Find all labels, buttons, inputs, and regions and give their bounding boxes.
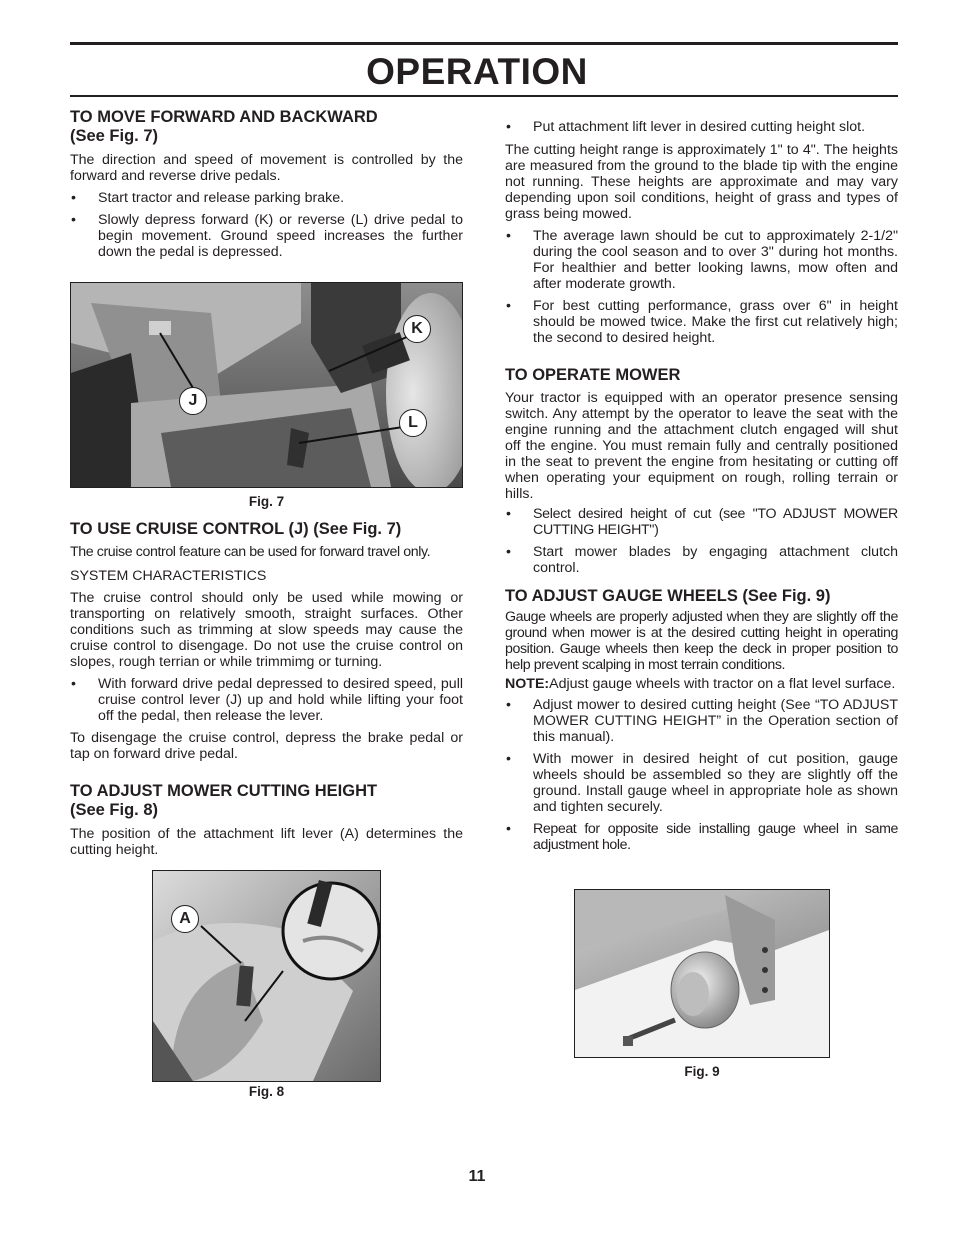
list-item: • For best cutting performance, grass over 6" in height should be mowed twice. Make the first cut relatively high; the second to desired height.	[505, 298, 898, 346]
figure-7-pedals	[70, 282, 463, 488]
list-item: • Put attachment lift lever in desired cutting height slot.	[505, 119, 898, 135]
paragraph-lift-lever: The position of the attachment lift lever (A) determines the cutting height.	[70, 826, 463, 858]
fig8-illustration	[153, 871, 380, 1081]
paragraph-gauge-wheels: Gauge wheels are properly adjusted when they are slightly off the ground when mower is at the desired cutting height in operating position. Gauge wheels then keep the deck in proper position to help prevent scalping in most terrain conditions.	[505, 609, 898, 673]
figure-9-gauge-wheel	[574, 889, 830, 1058]
heading-operate-mower: TO OPERATE MOWER	[505, 366, 681, 384]
paragraph-cutting-height-range: The cutting height range is approximately 1" to 4". The heights are measured from the ground to the blade tip with the engine not running. These heights are approximate and may vary depending upon soil conditions, height of grass and types of grass being mowed.	[505, 142, 898, 222]
list-gauge-steps	[505, 697, 898, 853]
fig7-illustration	[71, 283, 462, 487]
callout-j: J	[179, 387, 207, 415]
list-item: • Select desired height of cut (see "TO ADJUST MOWER CUTTING HEIGHT")	[505, 506, 898, 538]
heading-move-forward-backward: TO MOVE FORWARD AND BACKWARD (See Fig. 7)	[70, 108, 378, 145]
left-column-lower	[70, 520, 463, 858]
list-item: • The average lawn should be cut to approximately 2-1/2" during the cool season and to over 3" during hot months. For healthier and better looking lawns, mow often and after moderate growth.	[505, 228, 898, 292]
paragraph-disengage-cruise: To disengage the cruise control, depress the brake pedal or tap on forward drive pedal.	[70, 730, 463, 762]
figure-9-caption: Fig. 9	[684, 1064, 720, 1079]
page-title: OPERATION	[366, 51, 588, 92]
paragraph-cruise-usage: The cruise control should only be used while mowing or transporting on relatively smooth, straight surfaces. Other conditions such as trimming at slow speeds may cause the cruise control to disengage. Do not use the cruise control on slopes, rough terrian or while trimmimg or turning.	[70, 590, 463, 670]
callout-l: L	[399, 409, 427, 437]
list-lift-lever-slot	[505, 119, 898, 135]
figure-8-lift-lever	[152, 870, 381, 1082]
page-number: 11	[468, 1168, 486, 1185]
figure-7-caption: Fig. 7	[248, 494, 285, 509]
note-flat-surface: NOTE:Adjust gauge wheels with tractor on a flat level surface.	[505, 676, 896, 692]
figure-8-caption: Fig. 8	[248, 1084, 285, 1099]
list-item: • Start tractor and release parking brake.	[70, 190, 463, 206]
list-item: • Start mower blades by engaging attachment clutch control.	[505, 544, 898, 576]
right-column	[505, 119, 898, 853]
list-operate-steps	[505, 506, 898, 576]
list-item: • Repeat for opposite side installing gauge wheel in same adjustment hole.	[505, 821, 898, 853]
heading-adjust-gauge-wheels: TO ADJUST GAUGE WHEELS (See Fig. 9)	[505, 587, 831, 605]
list-item: • Slowly depress forward (K) or reverse (L) drive pedal to begin movement. Ground speed increases the further down the pedal is depressed.	[70, 212, 463, 260]
list-item: • Adjust mower to desired cutting height (See “TO ADJUST MOWER CUTTING HEIGHT” in the Operation section of this manual).	[505, 697, 898, 745]
paragraph-direction-speed: The direction and speed of movement is controlled by the forward and reverse drive pedals.	[70, 152, 463, 184]
left-column	[70, 108, 463, 260]
header-bottom-rule	[70, 95, 898, 97]
header-top-rule	[70, 42, 898, 45]
callout-k: K	[403, 315, 431, 343]
list-move-steps	[70, 190, 463, 260]
heading-adjust-cutting-height: TO ADJUST MOWER CUTTING HEIGHT (See Fig. 8)	[70, 782, 378, 819]
list-item: • With mower in desired height of cut position, gauge wheels should be assembled so they are slightly off the ground. Install gauge wheel in appropriate hole as shown and tighten securely.	[505, 751, 898, 815]
fig9-illustration	[575, 890, 829, 1057]
heading-cruise-control: TO USE CRUISE CONTROL (J) (See Fig. 7)	[70, 520, 402, 538]
subheading-system-characteristics: SYSTEM CHARACTERISTICS	[70, 568, 267, 584]
list-item: • With forward drive pedal depressed to desired speed, pull cruise control lever (J) up and hold while lifting your foot off the pedal, then release the lever.	[70, 676, 463, 724]
list-cruise-steps	[70, 676, 463, 724]
callout-a: A	[171, 905, 199, 933]
paragraph-cruise-forward-only: The cruise control feature can be used for forward travel only.	[70, 544, 431, 560]
paragraph-operator-presence: Your tractor is equipped with an operator presence sensing switch. Any attempt by the operator to leave the seat with the engine running and the attachment clutch engaged will shut off the engine. You must remain fully and centrally positioned in the seat to prevent the engine from hesitating or cutting off when operating your equipment on rough, rolling terrain or hills.	[505, 390, 898, 502]
list-lawn-tips	[505, 228, 898, 346]
